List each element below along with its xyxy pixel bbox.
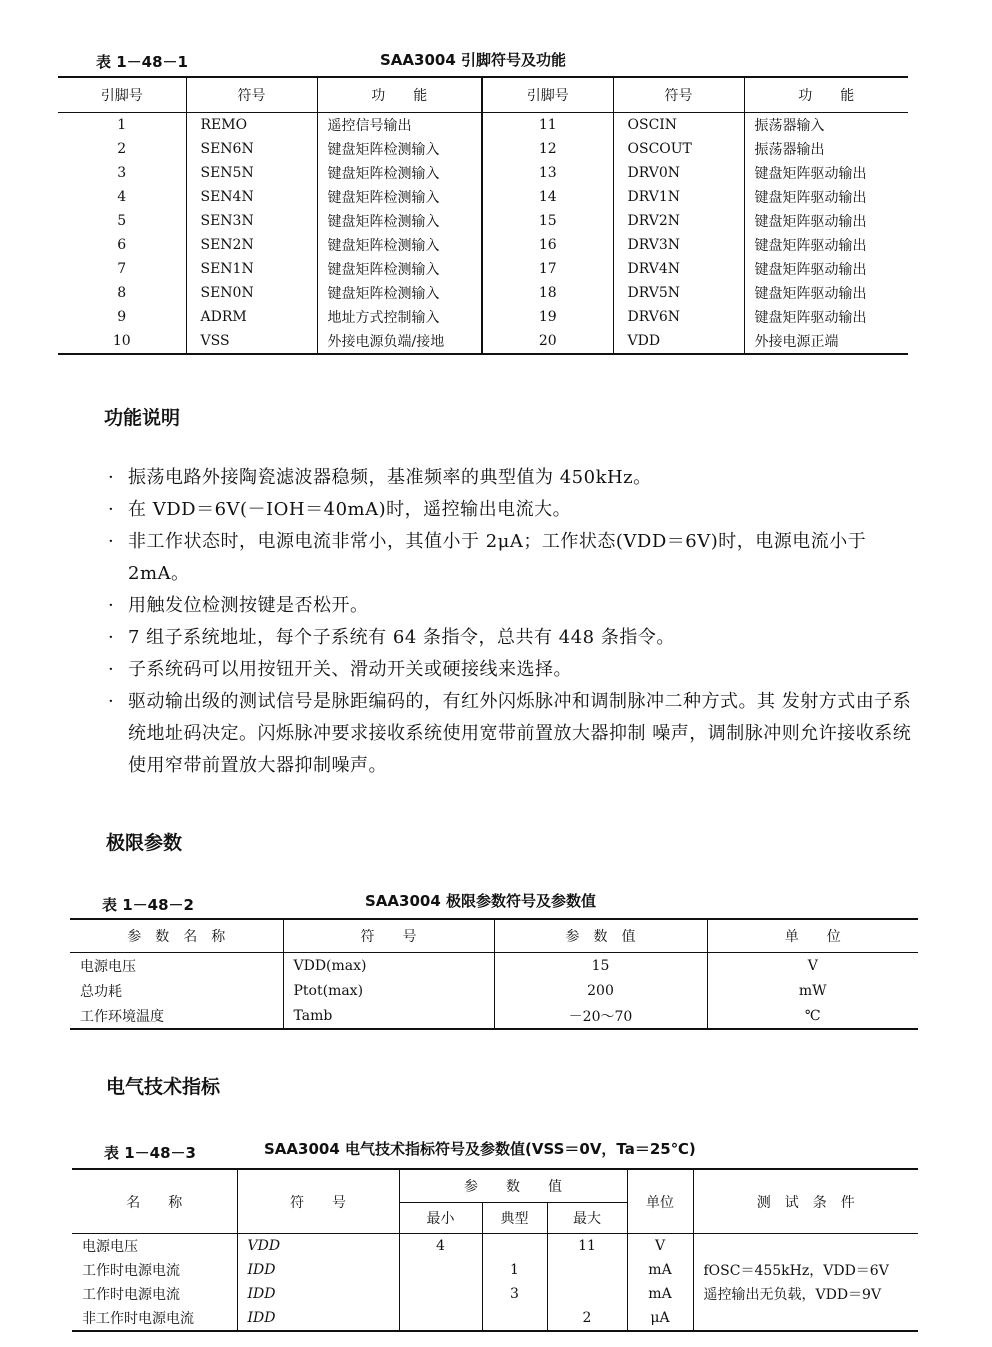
pin-symbol: DRV2N — [613, 209, 744, 233]
pin-function: 地址方式控制输入 — [317, 305, 482, 329]
table-row — [72, 1282, 918, 1306]
pin-function: 键盘矩阵检测输入 — [317, 161, 482, 185]
header-unit: 单 位 — [707, 919, 918, 953]
header-min: 最小 — [399, 1203, 482, 1234]
bullet-icon: · — [108, 467, 115, 488]
spec-min: 4 — [399, 1234, 482, 1259]
pin-function: 键盘矩阵检测输入 — [317, 137, 482, 161]
spec-symbol: IDD — [237, 1282, 399, 1306]
spec-symbol: IDD — [237, 1306, 399, 1331]
list-item-text: 在 VDD＝6V(－IOH＝40mA)时，遥控输出电流大。 — [128, 499, 572, 520]
list-item — [108, 462, 928, 494]
list-item-text: 驱动输出级的测试信号是脉距编码的，有红外闪烁脉冲和调制脉冲二种方式。其 发射方式由子系统地址码决定。闪烁脉冲要求接收系统使用宽带前置放大器抑制 噪声，调制脉冲则允许接收系统使用窄带前置放大器抑制噪声。 — [128, 691, 912, 776]
pin-number: 19 — [482, 305, 613, 329]
parameter-name: 总功耗 — [80, 983, 122, 1000]
pin-number: 3 — [117, 165, 127, 181]
table-row — [58, 209, 908, 233]
list-item — [108, 622, 928, 654]
pin-function: 键盘矩阵驱动输出 — [744, 281, 908, 305]
table-row — [58, 305, 908, 329]
spec-typ: 1 — [482, 1258, 547, 1282]
pin-number: 14 — [482, 185, 613, 209]
spec-unit: mA — [627, 1258, 693, 1282]
table-row — [58, 233, 908, 257]
table1-caption-number: 表 1－48－1 — [96, 53, 188, 71]
spec-min — [399, 1282, 482, 1306]
pin-symbol: DRV4N — [613, 257, 744, 281]
pin-number: 5 — [117, 213, 127, 229]
pin-function: 键盘矩阵检测输入 — [317, 209, 482, 233]
parameter-unit: mW — [707, 978, 918, 1003]
pin-symbol: DRV1N — [613, 185, 744, 209]
table2-caption-number: 表 1－48－2 — [102, 896, 194, 914]
pin-symbol: SEN3N — [186, 209, 317, 233]
pin-symbol: SEN4N — [186, 185, 317, 209]
parameter-unit: V — [707, 953, 918, 979]
table-header-row — [70, 919, 918, 953]
pin-function: 键盘矩阵驱动输出 — [744, 161, 908, 185]
list-item-text: 用触发位检测按键是否松开。 — [128, 595, 369, 616]
bullet-icon: · — [108, 691, 115, 712]
pin-symbol: SEN1N — [186, 257, 317, 281]
pin-symbol: SEN2N — [186, 233, 317, 257]
table2-caption-title: SAA3004 极限参数符号及参数值 — [365, 892, 596, 910]
parameter-value: －20～70 — [494, 1003, 707, 1029]
spec-max — [547, 1258, 627, 1282]
pin-number: 16 — [482, 233, 613, 257]
pin-function: 键盘矩阵驱动输出 — [744, 305, 908, 329]
spec-min — [399, 1258, 482, 1282]
pin-symbol: DRV6N — [613, 305, 744, 329]
section-heading-limit-parameters: 极限参数 — [106, 832, 183, 854]
pin-function: 外接电源正端 — [744, 329, 908, 354]
pin-function: 键盘矩阵驱动输出 — [744, 233, 908, 257]
section-heading-electrical-specs: 电气技术指标 — [106, 1076, 221, 1098]
list-item — [108, 590, 928, 622]
header-pin-no: 引脚号 — [482, 77, 613, 113]
pin-function: 键盘矩阵驱动输出 — [744, 185, 908, 209]
header-pin-no: 引脚号 — [58, 77, 186, 113]
table-row — [58, 137, 908, 161]
pin-symbol: SEN0N — [186, 281, 317, 305]
spec-max: 2 — [547, 1306, 627, 1331]
pin-number: 9 — [117, 309, 127, 325]
pin-symbol: DRV3N — [613, 233, 744, 257]
table-row — [58, 281, 908, 305]
spec-name: 电源电压 — [82, 1239, 138, 1255]
spec-condition — [693, 1234, 918, 1259]
table3-caption-number: 表 1－48－3 — [104, 1144, 196, 1162]
table-row — [58, 161, 908, 185]
table-header-row — [58, 77, 908, 113]
electrical-specs-table — [72, 1168, 918, 1332]
pin-function: 键盘矩阵检测输入 — [317, 281, 482, 305]
list-item — [108, 494, 928, 526]
pin-number: 15 — [482, 209, 613, 233]
table-row — [58, 329, 908, 354]
spec-name: 工作时电源电流 — [82, 1263, 180, 1279]
header-symbol: 符 号 — [283, 919, 494, 953]
list-item-text: 振荡电路外接陶瓷滤波器稳频，基准频率的典型值为 450kHz。 — [128, 467, 652, 488]
parameter-symbol: Tamb — [283, 1003, 494, 1029]
spec-max — [547, 1282, 627, 1306]
list-item — [108, 686, 928, 782]
pin-number: 17 — [482, 257, 613, 281]
pin-symbol: REMO — [186, 113, 317, 138]
spec-unit: V — [627, 1234, 693, 1259]
header-name: 名 称 — [72, 1169, 237, 1234]
header-function: 功 能 — [744, 77, 908, 113]
pin-function: 键盘矩阵检测输入 — [317, 257, 482, 281]
header-max: 最大 — [547, 1203, 627, 1234]
list-item-text: 子系统码可以用按钮开关、滑动开关或硬接线来选择。 — [128, 659, 572, 680]
pin-number: 8 — [117, 285, 127, 301]
pin-function: 遥控信号输出 — [317, 113, 482, 138]
pin-symbol: VSS — [186, 329, 317, 354]
spec-unit: μA — [627, 1306, 693, 1331]
list-item-text: 非工作状态时，电源电流非常小，其值小于 2μA；工作状态(VDD＝6V)时，电源电流小于 2mA。 — [128, 531, 867, 584]
pin-function: 键盘矩阵驱动输出 — [744, 209, 908, 233]
pin-symbol: VDD — [613, 329, 744, 354]
pin-function-table — [58, 76, 908, 355]
header-unit: 单位 — [627, 1169, 693, 1234]
bullet-icon: · — [108, 595, 115, 616]
header-typ: 典型 — [482, 1203, 547, 1234]
header-function: 功 能 — [317, 77, 482, 113]
spec-min — [399, 1306, 482, 1331]
pin-number: 18 — [482, 281, 613, 305]
table3-caption-title: SAA3004 电气技术指标符号及参数值(VSS＝0V，Ta＝25℃) — [264, 1140, 696, 1158]
header-test-conditions: 测 试 条 件 — [693, 1169, 918, 1234]
spec-symbol: VDD — [237, 1234, 399, 1259]
spec-condition: 遥控输出无负载，VDD＝9V — [693, 1282, 918, 1306]
pin-number: 4 — [117, 189, 127, 205]
limit-parameters-table — [70, 918, 918, 1030]
spec-name: 非工作时电源电流 — [72, 1306, 237, 1331]
spec-symbol: IDD — [237, 1258, 399, 1282]
parameter-symbol: Ptot(max) — [283, 978, 494, 1003]
pin-symbol: DRV5N — [613, 281, 744, 305]
table-row — [70, 978, 918, 1003]
pin-number: 20 — [482, 329, 613, 354]
pin-symbol: SEN5N — [186, 161, 317, 185]
parameter-symbol: VDD(max) — [283, 953, 494, 979]
table-row — [72, 1258, 918, 1282]
header-symbol: 符号 — [613, 77, 744, 113]
pin-symbol: DRV0N — [613, 161, 744, 185]
header-parameter-name: 参 数 名 称 — [70, 919, 283, 953]
pin-number: 10 — [58, 329, 186, 354]
bullet-icon: · — [108, 531, 115, 552]
header-symbol: 符 号 — [237, 1169, 399, 1234]
bullet-icon: · — [108, 499, 115, 520]
pin-number: 11 — [482, 113, 613, 138]
pin-number: 6 — [117, 237, 127, 253]
pin-function: 外接电源负端/接地 — [317, 329, 482, 354]
header-parameter-values: 参 数 值 — [399, 1169, 627, 1203]
pin-function: 键盘矩阵驱动输出 — [744, 257, 908, 281]
pin-function: 振荡器输入 — [744, 113, 908, 138]
header-symbol: 符号 — [186, 77, 317, 113]
parameter-name: 电源电压 — [80, 958, 136, 975]
spec-condition — [693, 1306, 918, 1331]
pin-number: 12 — [482, 137, 613, 161]
section-heading-function-description: 功能说明 — [104, 407, 181, 429]
feature-list — [108, 462, 928, 782]
pin-function: 键盘矩阵检测输入 — [317, 185, 482, 209]
table-row — [72, 1234, 918, 1259]
pin-symbol: OSCOUT — [613, 137, 744, 161]
header-value: 参 数 值 — [494, 919, 707, 953]
spec-max: 11 — [547, 1234, 627, 1259]
pin-symbol: ADRM — [186, 305, 317, 329]
spec-condition: fOSC＝455kHz，VDD＝6V — [693, 1258, 918, 1282]
pin-symbol: SEN6N — [186, 137, 317, 161]
table-row — [70, 1003, 918, 1029]
table-row — [58, 113, 908, 138]
pin-function: 键盘矩阵检测输入 — [317, 233, 482, 257]
list-item — [108, 526, 928, 590]
parameter-value: 200 — [494, 978, 707, 1003]
bullet-icon: · — [108, 627, 115, 648]
table-row — [58, 185, 908, 209]
table-row — [58, 257, 908, 281]
pin-number: 13 — [482, 161, 613, 185]
spec-typ — [482, 1306, 547, 1331]
list-item — [108, 654, 928, 686]
bullet-icon: · — [108, 659, 115, 680]
pin-function: 振荡器输出 — [744, 137, 908, 161]
table-row — [70, 953, 918, 979]
parameter-name: 工作环境温度 — [70, 1003, 283, 1029]
pin-number: 7 — [117, 261, 127, 277]
spec-typ: 3 — [482, 1282, 547, 1306]
pin-number: 2 — [117, 141, 127, 157]
table-header-row — [72, 1169, 918, 1203]
spec-name: 工作时电源电流 — [82, 1287, 180, 1303]
spec-unit: mA — [627, 1282, 693, 1306]
parameter-unit: ℃ — [707, 1003, 918, 1029]
pin-number: 1 — [117, 117, 127, 133]
pin-symbol: OSCIN — [613, 113, 744, 138]
spec-typ — [482, 1234, 547, 1259]
table-row — [72, 1306, 918, 1331]
parameter-value: 15 — [494, 953, 707, 979]
table1-caption-title: SAA3004 引脚符号及功能 — [380, 51, 566, 69]
list-item-text: 7 组子系统地址，每个子系统有 64 条指令，总共有 448 条指令。 — [128, 627, 675, 648]
